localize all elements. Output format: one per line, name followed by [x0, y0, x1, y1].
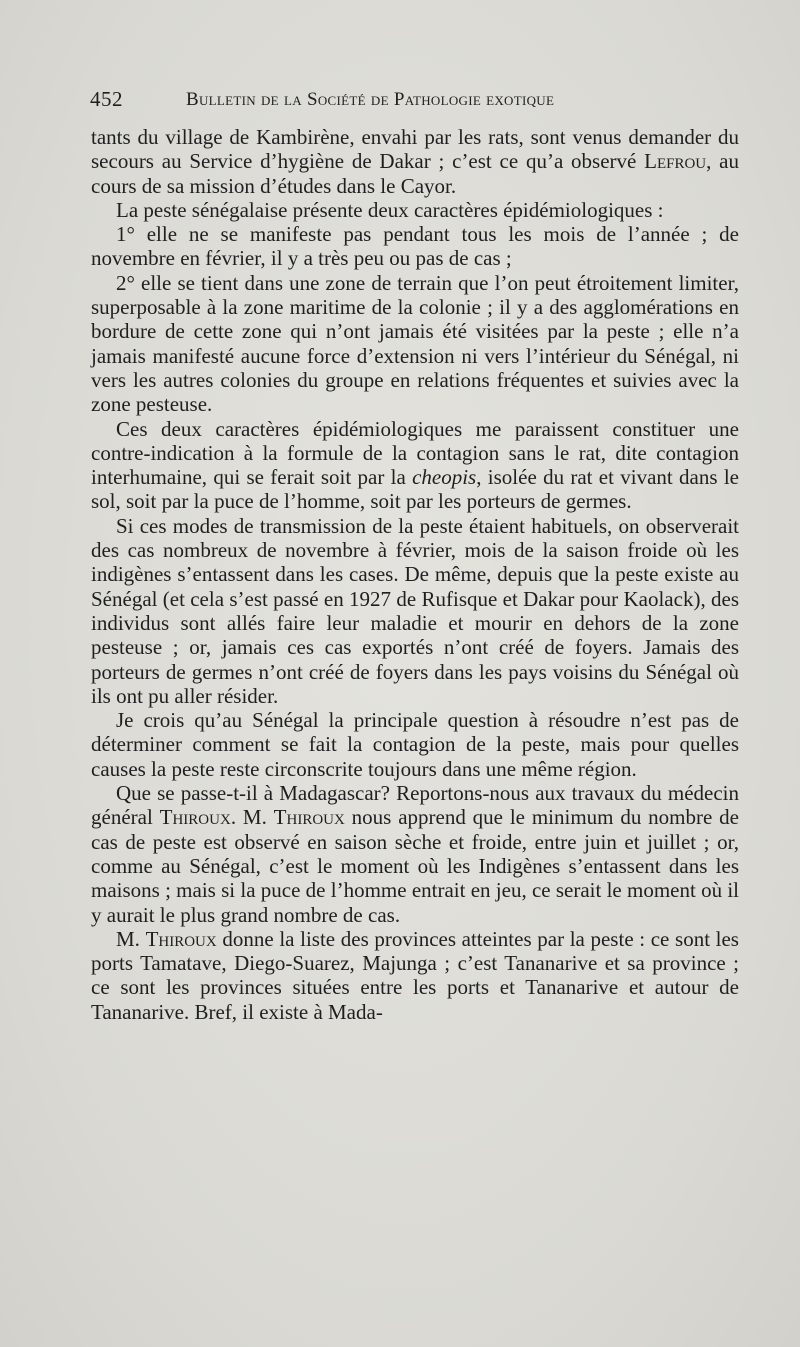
text-segment: La peste sénégalaise présente deux caractères épidémiologiques : [116, 197, 664, 222]
body-text [91, 125, 739, 1024]
text-segment: tants du village de Kambirène, envahi par les rats, sont venus demander du secours au Service d’hygiène de Dakar ; c’est ce qu’a observé [91, 125, 739, 174]
paragraph [91, 708, 739, 781]
text-segment: , au cours de sa mission d’études dans le Cayor. [91, 149, 739, 198]
text-segment: 1° elle ne se manifeste pas pendant tous les mois de l’année ; de novembre en février, il y a très peu ou pas de cas ; [91, 222, 739, 271]
text-segment: donne la liste des provinces atteintes par la peste : ce sont les ports Tamatave, Diego-Suarez, Majunga ; c’est Tananarive et sa province ; ce sont les provinces situées entre les ports et Tananarive et autour de Tananarive. Bref, il existe à Mada- [91, 926, 739, 1024]
paragraph [91, 417, 739, 514]
text-segment: . M. [230, 805, 274, 830]
author-name: Thiroux [273, 805, 345, 830]
text-segment: Ces deux caractères épidémiologiques me paraissent constituer une contre-indication à la formule de la contagion sans le rat, dite contagion interhumaine, qui se ferait soit par la [91, 416, 739, 490]
paragraph [91, 514, 739, 708]
author-name: Lefrou [644, 149, 707, 174]
author-name: Thiroux [159, 805, 231, 830]
text-segment: Je crois qu’au Sénégal la principale question à résoudre n’est pas de déterminer comment se fait la contagion de la peste, mais pour quelles causes la peste reste circonscrite toujours dans une même région. [91, 708, 739, 781]
text-segment: M. [116, 926, 146, 951]
text-segment: 2° elle se tient dans une zone de terrain que l’on peut étroitement limiter, superposable à la zone maritime de la colonie ; il y a des agglomérations en bordure de cette zone qui n’ont jamais été visitées par la peste ; elle n’a jamais manifesté aucune force d’extension ni vers l’intérieur du Sénégal, ni vers les autres colonies du groupe en relations fréquentes et suivies avec la zone pesteuse. [91, 270, 739, 417]
running-title: Bulletin de la Société de Pathologie exotique [186, 89, 555, 110]
paragraph [91, 271, 739, 417]
italic-term: cheopis [412, 465, 477, 490]
paragraph [91, 222, 739, 271]
paragraph [91, 781, 739, 927]
page-number: 452 [90, 87, 123, 111]
text-segment: , isolée du rat et vivant dans le sol, soit par la puce de l’homme, soit par les porteurs de germes. [91, 465, 739, 514]
paragraph [91, 125, 739, 198]
text-segment: Si ces modes de transmission de la peste étaient habituels, on observerait des cas nombreux de novembre à février, mois de la saison froide où les indigènes s’entassent dans les cases. De même, depuis que la peste existe au Sénégal (et cela s’est passé en 1927 de Rufisque et Dakar pour Kaolack), des individus sont allés faire leur maladie et mourir en dehors de la zone pesteuse ; or, jamais ces cas exportés n’ont créé de foyers. Jamais des porteurs de germes n’ont créé de foyers dans les pays voisins du Sénégal où ils ont pu aller résider. [91, 513, 739, 708]
paragraph [91, 927, 739, 1024]
text-segment: Que se passe-t-il à Madagascar? Reportons-nous aux travaux du médecin général [91, 781, 739, 830]
running-header [90, 84, 740, 114]
author-name: Thiroux [145, 926, 217, 951]
text-segment: nous apprend que le minimum du nombre de cas de peste est observé en saison sèche et froide, entre juin et juillet ; or, comme au Sénégal, c’est le moment où les Indigènes s’entassent dans les maisons ; mais si la puce de l’homme entrait en jeu, ce serait le moment où il y aurait le plus grand nombre de cas. [91, 805, 739, 927]
paragraph [91, 198, 739, 222]
